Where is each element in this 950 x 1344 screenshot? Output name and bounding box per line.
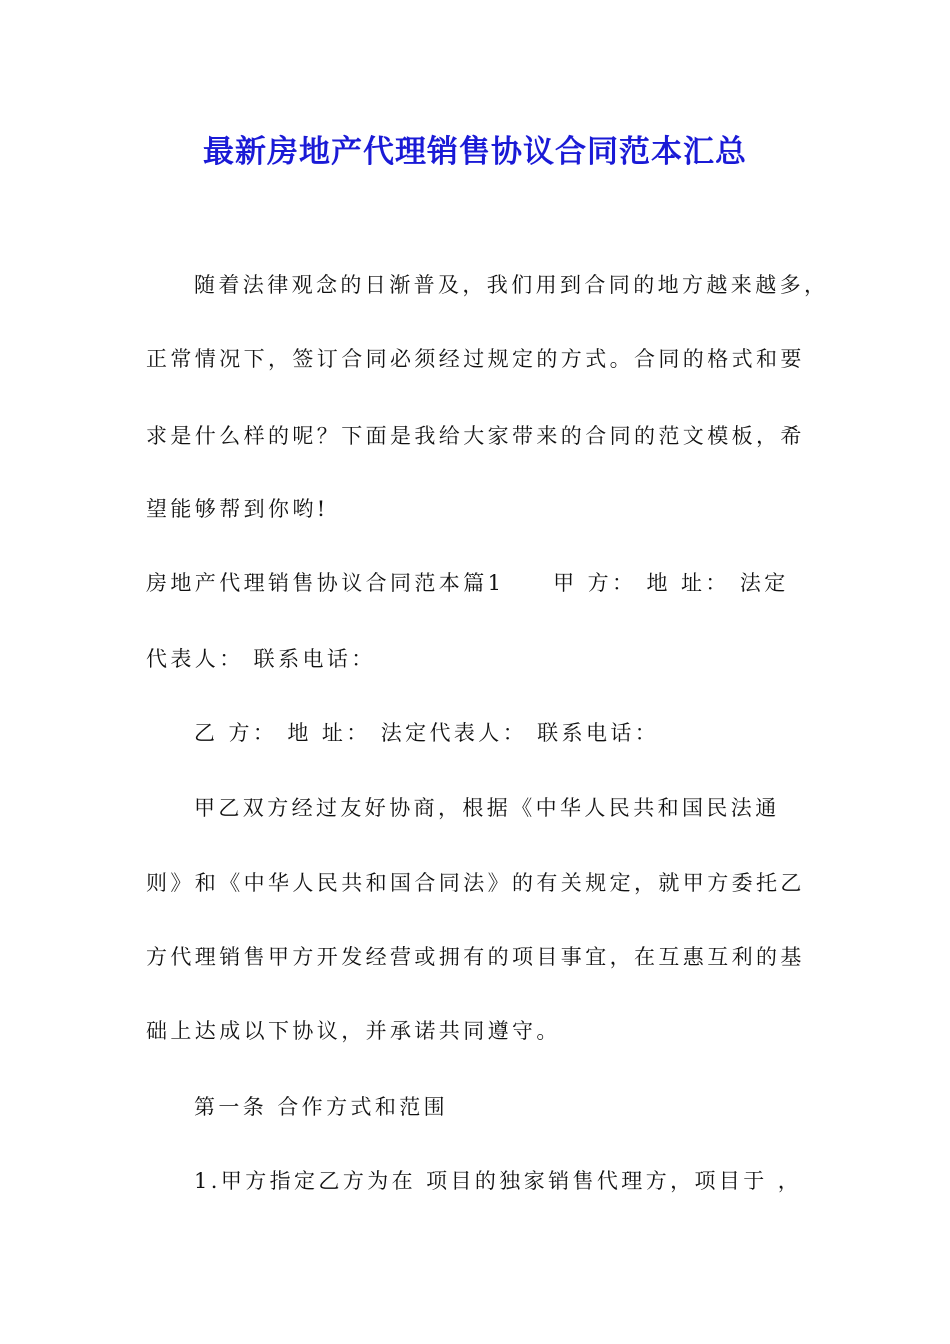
paragraph-line: 望能够帮到你哟!	[146, 497, 329, 521]
document-title: 最新房地产代理销售协议合同范本汇总	[203, 134, 747, 170]
paragraph-line: 求是什么样的呢？下面是我给大家带来的合同的范文模板，希	[146, 424, 805, 448]
paragraph-line: 础上达成以下协议，并承诺共同遵守。	[146, 1019, 561, 1043]
paragraph-line: 方代理销售甲方开发经营或拥有的项目事宜，在互惠互利的基	[146, 945, 805, 969]
paragraph-line: 则》和《中华人民共和国合同法》的有关规定，就甲方委托乙	[146, 871, 805, 895]
section-heading: 第一条 合作方式和范围	[194, 1095, 449, 1119]
paragraph-line: 房地产代理销售协议合同范本篇1 甲 方： 地 址： 法定	[146, 571, 789, 595]
paragraph-line: 1.甲方指定乙方为在 项目的独家销售代理方，项目于 ，	[194, 1169, 803, 1193]
paragraph-line: 随着法律观念的日渐普及，我们用到合同的地方越来越多，	[194, 273, 829, 297]
paragraph-line: 甲乙双方经过友好协商，根据《中华人民共和国民法通	[194, 796, 780, 820]
paragraph-line: 正常情况下，签订合同必须经过规定的方式。合同的格式和要	[146, 347, 805, 371]
paragraph-line: 代表人： 联系电话：	[146, 647, 376, 671]
paragraph-line: 乙 方： 地 址： 法定代表人： 联系电话：	[194, 721, 660, 745]
